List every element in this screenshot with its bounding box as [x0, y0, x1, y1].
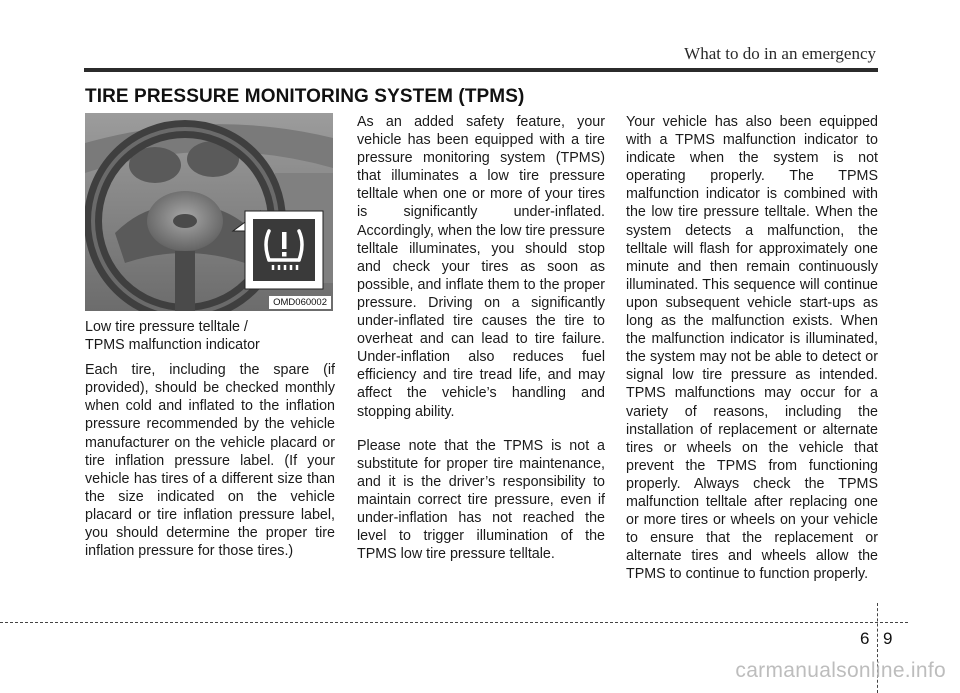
header-rule [84, 68, 878, 72]
footer-rule [0, 622, 908, 623]
caption-line-2: TPMS malfunction indicator [85, 337, 260, 354]
chapter-number: 6 [860, 629, 870, 648]
body-paragraph: Each tire, including the spare (if provided), should be checked monthly when cold and inflated to the inflation pressure recommended by the vehicle manufacturer on the vehicle placard or tire inflation pressure label. (If your vehicle has tires of a different size than the size indicated on the vehicle placard or tire inflation pressure label, you should determine the proper tire inflation pressure for those tires.) [85, 362, 335, 560]
watermark: carmanualsonline.info [735, 659, 946, 682]
column-3 [626, 113, 878, 599]
chapter-title: What to do in an emergency [684, 44, 876, 63]
column-1 [85, 318, 335, 576]
figure-code: OMD060002 [269, 296, 331, 309]
dashboard-illustration [85, 113, 333, 311]
body-paragraph: As an added safety feature, your vehicle has been equipped with a tire pressure monitoring system (TPMS) that illuminates a low tire pressure telltale when one or more of your tires is significantly under-inflated. Accordingly, when the low tire pressure telltale illuminates, you should stop and check your tires as soon as possible, and inflate them to the proper pressure. Driving on a significantly under-inflated tire causes the tire to overheat and can lead to tire failure. Under-inflation also reduces fuel efficiency and tire tread life, and may affect the vehicle’s handling and stopping ability. [357, 114, 605, 420]
body-paragraph: Your vehicle has also been equipped with a TPMS malfunction indicator to indicate when the system is not operating properly. The TPMS malfunction indicator is combined with the low tire pressure telltale. When the system detects a malfunction, the telltale will flash for approximately one minute and then remain continuously illuminated. This sequence will continue upon subsequent vehicle start-ups as long as the malfunction exists. When the malfunction indicator is illuminated, the system may not be able to detect or signal low tire pressure as intended. TPMS malfunctions may occur for a variety of reasons, including the installation of replacement or alternate tires or wheels on the vehicle that prevent the TPMS from functioning properly. Always check the TPMS malfunction telltale after replacing one or more tires or wheels on your vehicle to ensure that the replacement or alternate tires and wheels allow the TPMS to continue to function properly. [626, 114, 878, 583]
page-number: 9 [883, 629, 893, 648]
caption-line-1: Low tire pressure telltale / [85, 319, 248, 335]
column-2 [357, 113, 605, 579]
figure-caption [85, 318, 335, 354]
body-paragraph: Please note that the TPMS is not a substitute for proper tire maintenance, and it is the driver’s responsibility to maintain correct tire pressure, even if under-inflation has not reached the level to trigger illumination of the TPMS low tire pressure telltale. [357, 437, 605, 563]
dashboard-figure [85, 113, 333, 311]
section-title: TIRE PRESSURE MONITORING SYSTEM (TPMS) [85, 86, 525, 107]
